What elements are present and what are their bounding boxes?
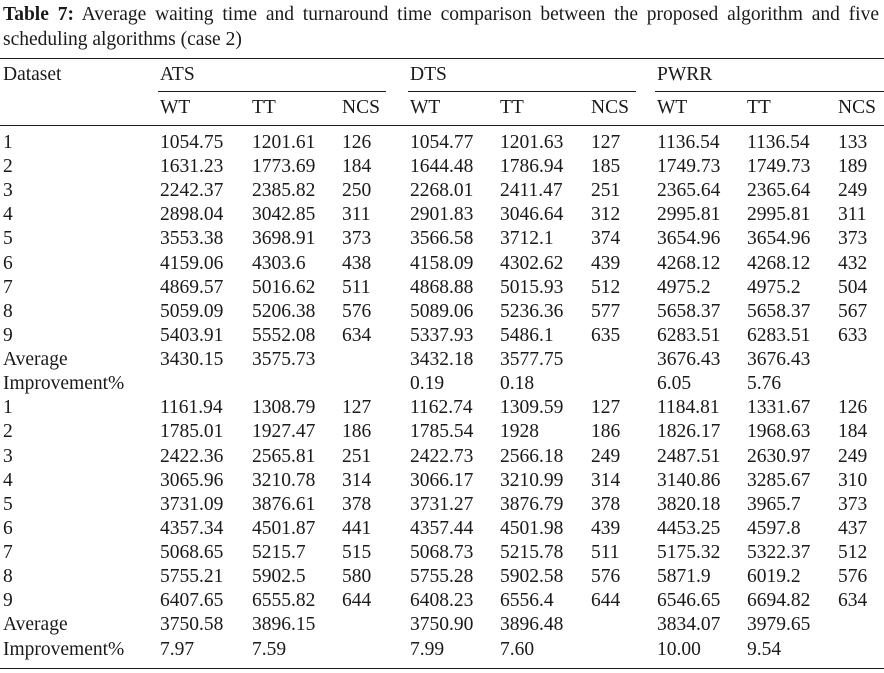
table-cell: 3046.64 xyxy=(500,204,564,225)
table-cell: 1201.63 xyxy=(500,132,564,153)
table-cell: 3066.17 xyxy=(410,470,474,491)
table-cell: 6555.82 xyxy=(252,590,316,611)
table-caption xyxy=(3,2,879,52)
table-cell: 250 xyxy=(342,180,372,201)
table-cell: 5486.1 xyxy=(500,325,554,346)
table-cell: 374 xyxy=(591,228,621,249)
table-cell: 249 xyxy=(838,446,868,467)
row-label: Improvement% xyxy=(3,639,125,660)
table-cell: 2385.82 xyxy=(252,180,316,201)
table-cell: 4159.06 xyxy=(160,253,224,274)
table-cell: 0.19 xyxy=(410,373,445,394)
row-label: 9 xyxy=(3,590,13,611)
header-group-rule xyxy=(408,91,636,92)
table-cell: 3210.99 xyxy=(500,470,564,491)
table-cell: 184 xyxy=(342,156,372,177)
table-cell: 133 xyxy=(838,132,868,153)
table-cell: 186 xyxy=(591,421,621,442)
table-cell: 4268.12 xyxy=(747,253,811,274)
table-cell: 3876.61 xyxy=(252,494,316,515)
table-cell: 515 xyxy=(342,542,372,563)
header-group: ATS xyxy=(160,64,195,85)
table-cell: 1644.48 xyxy=(410,156,474,177)
table-cell: 3876.79 xyxy=(500,494,564,515)
row-label: Average xyxy=(3,614,68,635)
table-cell: 3065.96 xyxy=(160,470,224,491)
table-cell: 4501.87 xyxy=(252,518,316,539)
table-cell: 5871.9 xyxy=(657,566,711,587)
table-cell: 184 xyxy=(838,421,868,442)
table-cell: 127 xyxy=(342,397,372,418)
table-cell: 249 xyxy=(838,180,868,201)
table-cell: 311 xyxy=(342,204,371,225)
table-cell: 432 xyxy=(838,253,868,274)
row-label: Improvement% xyxy=(3,373,125,394)
table-cell: 576 xyxy=(342,301,372,322)
table-cell: 2487.51 xyxy=(657,446,721,467)
table-cell: 185 xyxy=(591,156,621,177)
table-cell: 1054.77 xyxy=(410,132,474,153)
header-group: PWRR xyxy=(657,64,713,85)
row-label: 4 xyxy=(3,204,13,225)
table-cell: 5.76 xyxy=(747,373,782,394)
table-cell: 314 xyxy=(591,470,621,491)
header-group-rule xyxy=(158,91,386,92)
table-cell: 6283.51 xyxy=(747,325,811,346)
table-cell: 6407.65 xyxy=(160,590,224,611)
table-cell: 5755.21 xyxy=(160,566,224,587)
table-cell: 644 xyxy=(591,590,621,611)
table-cell: 378 xyxy=(591,494,621,515)
table-cell: 373 xyxy=(838,494,868,515)
table-cell: 1785.54 xyxy=(410,421,474,442)
table-cell: 5089.06 xyxy=(410,301,474,322)
table-cell: 5175.32 xyxy=(657,542,721,563)
caption-text: Average waiting time and turnaround time comparison between the proposed algorithm and five scheduling algorithms (case 2) xyxy=(3,4,879,50)
table-cell: 635 xyxy=(591,325,621,346)
table-cell: 2365.64 xyxy=(747,180,811,201)
table-cell: 3820.18 xyxy=(657,494,721,515)
table-top-rule xyxy=(0,58,884,59)
row-label: 1 xyxy=(3,132,13,153)
table-cell: 6283.51 xyxy=(657,325,721,346)
table-cell: 3577.75 xyxy=(500,349,564,370)
table-cell: 1161.94 xyxy=(160,397,223,418)
table-cell: 3750.90 xyxy=(410,614,474,635)
table-cell: 5403.91 xyxy=(160,325,224,346)
table-cell: 3698.91 xyxy=(252,228,316,249)
table-cell: 3712.1 xyxy=(500,228,554,249)
table-cell: 633 xyxy=(838,325,868,346)
table-cell: 3731.27 xyxy=(410,494,474,515)
table-cell: 3676.43 xyxy=(747,349,811,370)
table-cell: 2411.47 xyxy=(500,180,563,201)
header-sub: WT xyxy=(657,97,688,118)
table-cell: 1162.74 xyxy=(410,397,473,418)
table-cell: 7.99 xyxy=(410,639,445,660)
table-cell: 1631.23 xyxy=(160,156,224,177)
table-cell: 6694.82 xyxy=(747,590,811,611)
table-cell: 373 xyxy=(838,228,868,249)
table-cell: 126 xyxy=(838,397,868,418)
table-cell: 4302.62 xyxy=(500,253,564,274)
table-cell: 512 xyxy=(838,542,868,563)
table-cell: 634 xyxy=(342,325,372,346)
table-cell: 5016.62 xyxy=(252,277,316,298)
table-cell: 2995.81 xyxy=(747,204,811,225)
row-label: Average xyxy=(3,349,68,370)
table-cell: 1785.01 xyxy=(160,421,224,442)
table-cell: 5215.78 xyxy=(500,542,564,563)
table-cell: 314 xyxy=(342,470,372,491)
table-cell: 1826.17 xyxy=(657,421,721,442)
row-label: 4 xyxy=(3,470,13,491)
table-cell: 1749.73 xyxy=(657,156,721,177)
row-label: 3 xyxy=(3,446,13,467)
table-cell: 4357.44 xyxy=(410,518,474,539)
table-cell: 186 xyxy=(342,421,372,442)
header-sub: WT xyxy=(160,97,191,118)
header-sub: TT xyxy=(500,97,524,118)
table-cell: 3896.48 xyxy=(500,614,564,635)
table-cell: 312 xyxy=(591,204,621,225)
table-cell: 3654.96 xyxy=(747,228,811,249)
table-cell: 4453.25 xyxy=(657,518,721,539)
table-cell: 3654.96 xyxy=(657,228,721,249)
table-cell: 6.05 xyxy=(657,373,692,394)
table-cell: 3430.15 xyxy=(160,349,224,370)
table-cell: 4975.2 xyxy=(657,277,711,298)
header-dataset: Dataset xyxy=(3,64,62,85)
table-cell: 576 xyxy=(591,566,621,587)
table-cell: 7.97 xyxy=(160,639,195,660)
header-sub: TT xyxy=(747,97,771,118)
table-cell: 6556.4 xyxy=(500,590,554,611)
table-cell: 1201.61 xyxy=(252,132,316,153)
table-cell: 1749.73 xyxy=(747,156,811,177)
table-cell: 576 xyxy=(838,566,868,587)
table-cell: 5658.37 xyxy=(657,301,721,322)
table-cell: 644 xyxy=(342,590,372,611)
table-cell: 3553.38 xyxy=(160,228,224,249)
header-sub: WT xyxy=(410,97,441,118)
table-cell: 1928 xyxy=(500,421,539,442)
table-cell: 189 xyxy=(838,156,868,177)
header-group-rule xyxy=(655,91,884,92)
row-label: 6 xyxy=(3,518,13,539)
table-cell: 251 xyxy=(342,446,372,467)
table-cell: 126 xyxy=(342,132,372,153)
table-cell: 2901.83 xyxy=(410,204,474,225)
header-sub: TT xyxy=(252,97,276,118)
table-cell: 511 xyxy=(342,277,371,298)
table-cell: 5068.73 xyxy=(410,542,474,563)
header-sub: NCS xyxy=(342,97,380,118)
table-cell: 2422.36 xyxy=(160,446,224,467)
table-cell: 3210.78 xyxy=(252,470,316,491)
table-cell: 4975.2 xyxy=(747,277,801,298)
table-cell: 3676.43 xyxy=(657,349,721,370)
header-sub: NCS xyxy=(838,97,876,118)
table-cell: 378 xyxy=(342,494,372,515)
table-cell: 6408.23 xyxy=(410,590,474,611)
row-label: 7 xyxy=(3,542,13,563)
table-cell: 3896.15 xyxy=(252,614,316,635)
table-cell: 5322.37 xyxy=(747,542,811,563)
table-cell: 3965.7 xyxy=(747,494,801,515)
table-cell: 2630.97 xyxy=(747,446,811,467)
table-cell: 5215.7 xyxy=(252,542,306,563)
table-cell: 4158.09 xyxy=(410,253,474,274)
row-label: 8 xyxy=(3,566,13,587)
header-group: DTS xyxy=(410,64,447,85)
table-cell: 437 xyxy=(838,518,868,539)
table-cell: 441 xyxy=(342,518,372,539)
table-cell: 511 xyxy=(591,542,620,563)
table-cell: 438 xyxy=(342,253,372,274)
table-cell: 1331.67 xyxy=(747,397,811,418)
table-cell: 9.54 xyxy=(747,639,782,660)
table-cell: 439 xyxy=(591,253,621,274)
table-cell: 2268.01 xyxy=(410,180,474,201)
row-label: 5 xyxy=(3,494,13,515)
row-label: 2 xyxy=(3,156,13,177)
table-cell: 5337.93 xyxy=(410,325,474,346)
table-cell: 249 xyxy=(591,446,621,467)
table-cell: 1308.79 xyxy=(252,397,316,418)
table-cell: 5658.37 xyxy=(747,301,811,322)
table-cell: 2995.81 xyxy=(657,204,721,225)
table-cell: 0.18 xyxy=(500,373,535,394)
table-cell: 577 xyxy=(591,301,621,322)
table-cell: 634 xyxy=(838,590,868,611)
table-cell: 504 xyxy=(838,277,868,298)
table-cell: 3566.58 xyxy=(410,228,474,249)
table-cell: 4268.12 xyxy=(657,253,721,274)
table-cell: 4501.98 xyxy=(500,518,564,539)
table-bottom-rule xyxy=(0,668,884,669)
row-label: 6 xyxy=(3,253,13,274)
table-cell: 567 xyxy=(838,301,868,322)
table-cell: 1136.54 xyxy=(657,132,720,153)
table-cell: 310 xyxy=(838,470,868,491)
table-cell: 2565.81 xyxy=(252,446,316,467)
table-cell: 1054.75 xyxy=(160,132,224,153)
table-cell: 3731.09 xyxy=(160,494,224,515)
table-cell: 10.00 xyxy=(657,639,701,660)
table-cell: 5059.09 xyxy=(160,301,224,322)
table-cell: 311 xyxy=(838,204,867,225)
table-cell: 2566.18 xyxy=(500,446,564,467)
table-cell: 5552.08 xyxy=(252,325,316,346)
table-cell: 7.60 xyxy=(500,639,535,660)
table-cell: 127 xyxy=(591,397,621,418)
table-cell: 6019.2 xyxy=(747,566,801,587)
table-cell: 1136.54 xyxy=(747,132,810,153)
table-cell: 4869.57 xyxy=(160,277,224,298)
table-cell: 2898.04 xyxy=(160,204,224,225)
table-cell: 5015.93 xyxy=(500,277,564,298)
table-cell: 3042.85 xyxy=(252,204,316,225)
row-label: 8 xyxy=(3,301,13,322)
table-cell: 4597.8 xyxy=(747,518,801,539)
table-cell: 7.59 xyxy=(252,639,287,660)
table-cell: 1786.94 xyxy=(500,156,564,177)
row-label: 9 xyxy=(3,325,13,346)
table-cell: 3575.73 xyxy=(252,349,316,370)
table-cell: 3834.07 xyxy=(657,614,721,635)
table-cell: 5068.65 xyxy=(160,542,224,563)
table-cell: 5902.5 xyxy=(252,566,306,587)
table-cell: 3750.58 xyxy=(160,614,224,635)
table-cell: 251 xyxy=(591,180,621,201)
table-cell: 2422.73 xyxy=(410,446,474,467)
row-label: 5 xyxy=(3,228,13,249)
header-sub: NCS xyxy=(591,97,629,118)
table-cell: 1184.81 xyxy=(657,397,720,418)
caption-label: Table 7: xyxy=(3,4,74,25)
table-cell: 580 xyxy=(342,566,372,587)
table-cell: 1309.59 xyxy=(500,397,564,418)
table-cell: 2365.64 xyxy=(657,180,721,201)
table-cell: 512 xyxy=(591,277,621,298)
table-cell: 3285.67 xyxy=(747,470,811,491)
table-cell: 6546.65 xyxy=(657,590,721,611)
table-cell: 439 xyxy=(591,518,621,539)
row-label: 7 xyxy=(3,277,13,298)
table-cell: 1968.63 xyxy=(747,421,811,442)
table-cell: 3979.65 xyxy=(747,614,811,635)
table-cell: 3432.18 xyxy=(410,349,474,370)
table-cell: 4868.88 xyxy=(410,277,474,298)
table-cell: 1927.47 xyxy=(252,421,316,442)
table-cell: 4357.34 xyxy=(160,518,224,539)
table-cell: 5236.36 xyxy=(500,301,564,322)
table-cell: 1773.69 xyxy=(252,156,316,177)
table-cell: 127 xyxy=(591,132,621,153)
table-cell: 5755.28 xyxy=(410,566,474,587)
table-cell: 4303.6 xyxy=(252,253,306,274)
table-cell: 3140.86 xyxy=(657,470,721,491)
table-cell: 5206.38 xyxy=(252,301,316,322)
header-bottom-rule xyxy=(0,125,884,126)
table-cell: 373 xyxy=(342,228,372,249)
row-label: 2 xyxy=(3,421,13,442)
row-label: 1 xyxy=(3,397,13,418)
table-cell: 2242.37 xyxy=(160,180,224,201)
row-label: 3 xyxy=(3,180,13,201)
table-cell: 5902.58 xyxy=(500,566,564,587)
